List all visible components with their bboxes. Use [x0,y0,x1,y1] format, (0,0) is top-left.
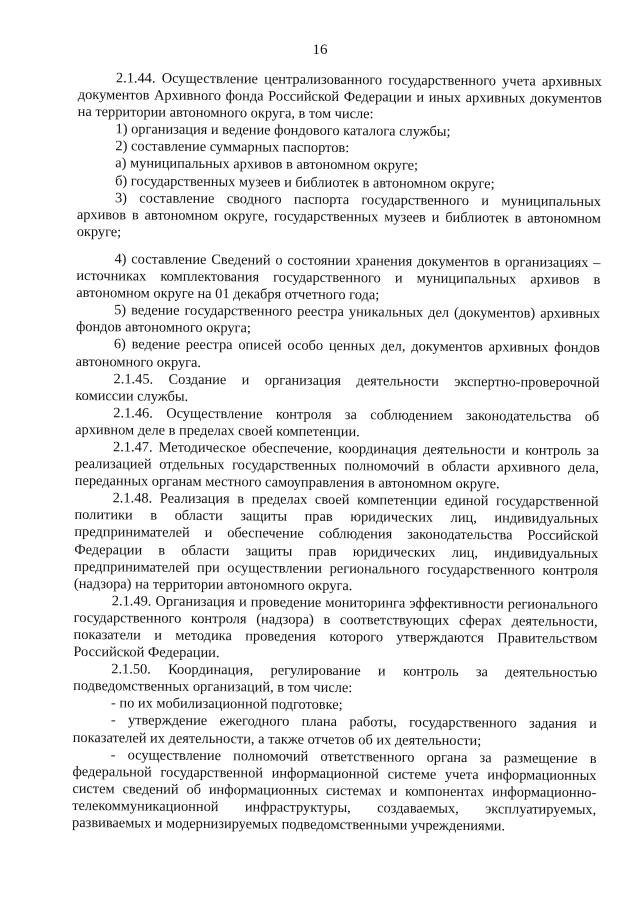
page-number: 16 [312,42,328,58]
paragraph: 5) ведение государственного реестра уникальных дел (документов) архивных фондов автономного округа; [75,302,601,337]
paragraph: - осуществление полномочий ответственного органа за размещение в федеральной государственной информационной системе учета информационных систем сведений об информационных системах и компонентах информационно-телекоммуникационной инфраструктуры, создаваемых, эксплуатируемых, развиваемых и модернизируемых подведомственными учреждениями. [72,746,597,835]
document-body [72,70,602,836]
paragraph: 1) организация и ведение фондового каталога службы; [115,121,451,141]
paragraph: - по их мобилизационной подготовке; [110,695,343,714]
paragraph: 2.1.44. Осуществление централизованного государственного учета архивных документов Архивного фонда Российской Федерации и иных архивных документов на территории автономного округа, в том числе: [77,70,602,123]
paragraph: 2.1.46. Осуществление контроля за соблюдением законодательства об архивном деле в пределах своей компетенции. [75,405,600,441]
paragraph: 3) составление сводного паспорта государственного и муниципальных архивов в автономном округе, государственных музеев и библиотек в автономном округе; [76,189,602,241]
paragraph: б) государственных музеев и библиотек в автономном округе; [115,172,495,192]
paragraph: - утверждение ежегодного плана работы, государственного задания и показателей их деятельности, а также отчетов об их деятельности; [72,712,597,749]
paragraph: 2.1.48. Реализация в пределах своей компетенции единой государственной политики в области защиты прав юридических лиц, индивидуальных предпринимателей и обеспечение соблюдения законодательства Российской Федерации в области защиты прав юридических лиц, индивидуальных предпринимателей при осуществлении регионального государственного контроля (надзора) на территории автономного округа. [73,490,599,594]
paragraph: 2.1.47. Методическое обеспечение, координация деятельности и контроль за реализацией отдельных государственных полномочий в области архивного дела, переданных органам местного самоуправления в автономном округе. [74,439,600,493]
paragraph: 2.1.45. Создание и организация деятельности экспертно-проверочной комиссии службы. [75,370,600,405]
paragraph: 2) составление суммарных паспортов: [115,138,350,157]
paragraph: а) муниципальных архивов в автономном округе; [115,155,419,175]
paragraph: 4) составление Сведений о состоянии хранения документов в организациях – источниках комплектования государственного и муниципальных архивов в автономном округе на 01 декабря отчетного года; [76,251,601,304]
paragraph: 6) ведение реестра описей особо ценных дел, документов архивных фондов автономного округа. [75,336,600,371]
paragraph: 2.1.49. Организация и проведение мониторинга эффективности регионального государственного контроля (надзора) в соответствующих сферах деятельности, показатели и методика проведения которого утверждаются Правительством Российской Федерации. [73,593,598,662]
paragraph: 2.1.50. Координация, регулирование и контроль за деятельностью подведомственных организаций, в том числе: [73,661,598,697]
